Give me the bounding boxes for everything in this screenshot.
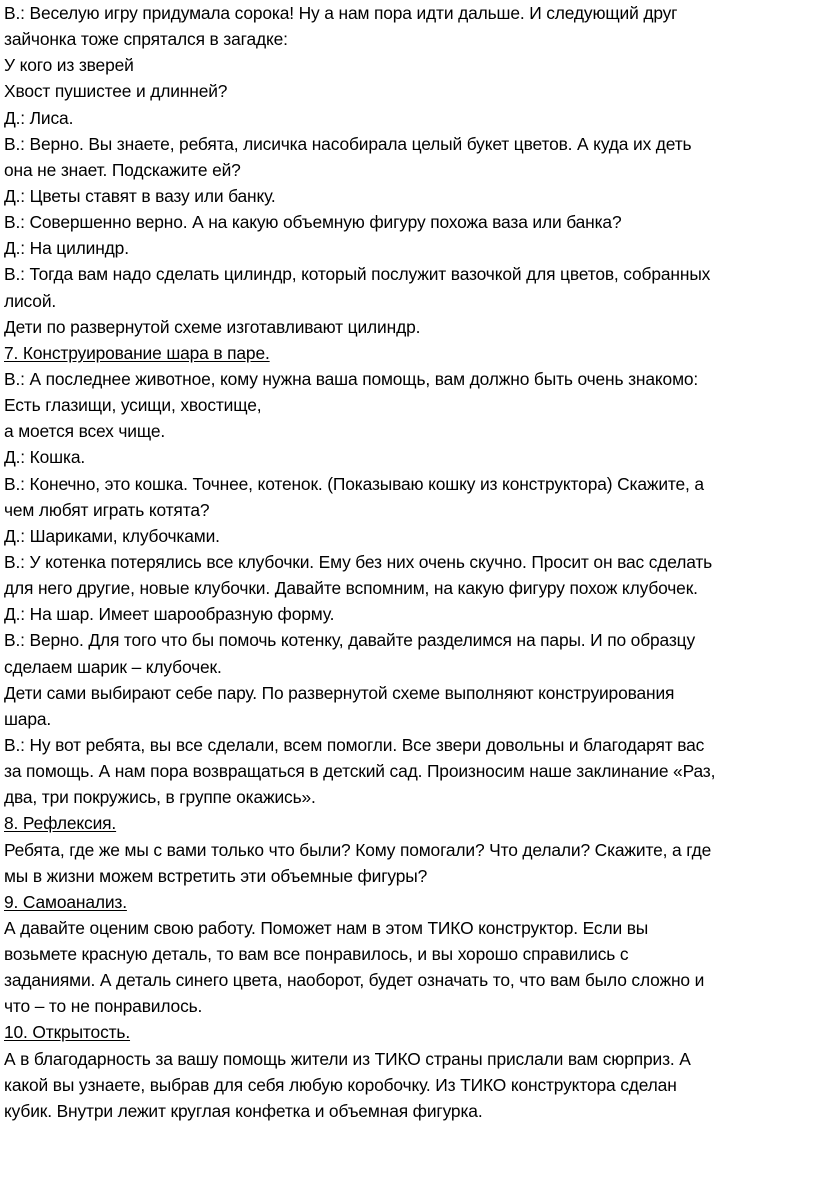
text-line: сделаем шарик – клубочек. <box>4 656 222 677</box>
text-line: Д.: Шариками, клубочками. <box>4 525 220 546</box>
text-line: а моется всех чище. <box>4 421 166 442</box>
text-line: Д.: Цветы ставят в вазу или банку. <box>4 185 276 206</box>
text-line: А давайте оценим свою работу. Поможет нам в этом ТИКО конструктор. Если вы <box>4 917 649 938</box>
text-line: возьмете красную деталь, то вам все понравилось, и вы хорошо справились с <box>4 944 629 965</box>
text-line: В.: Веселую игру придумала сорока! Ну а нам пора идти дальше. И следующий друг <box>4 3 678 23</box>
text-line: Д.: На шар. Имеет шарообразную форму. <box>4 604 335 625</box>
text-line: Есть глазищи, усищи, хвостище, <box>4 395 262 416</box>
text-line: Хвост пушистее и длинней? <box>4 81 228 102</box>
text-line: лисой. <box>4 290 57 311</box>
text-line: два, три покружись, в группе окажись». <box>4 787 316 808</box>
text-line: заданиями. А деталь синего цвета, наоборот, будет означать то, что вам было сложно и <box>4 970 705 991</box>
text-line: кубик. Внутри лежит круглая конфетка и объемная фигурка. <box>4 1100 483 1121</box>
text-line: Ребята, где же мы с вами только что были? Кому помогали? Что делали? Скажите, а где <box>4 839 712 860</box>
text-line: зайчонка тоже спрятался в загадке: <box>4 29 288 50</box>
text-line: она не знает. Подскажите ей? <box>4 159 241 180</box>
text-line: В.: У котенка потерялись все клубочки. Ему без них очень скучно. Просит он вас сделать <box>4 551 713 572</box>
text-line: что – то не понравилось. <box>4 996 203 1017</box>
text-line: Д.: Кошка. <box>4 447 86 468</box>
text-line: В.: Конечно, это кошка. Точнее, котенок. (Показываю кошку из конструктора) Скажите, а <box>4 473 704 494</box>
text-line: А в благодарность за вашу помощь жители из ТИКО страны прислали вам сюрприз. А <box>4 1048 691 1069</box>
text-line: Д.: На цилиндр. <box>4 238 129 259</box>
text-line: за помощь. А нам пора возвращаться в детский сад. Произносим наше заклинание «Раз, <box>4 761 716 782</box>
text-line: какой вы узнаете, выбрав для себя любую коробочку. Из ТИКО конструктора сделан <box>4 1074 677 1095</box>
text-line: У кого из зверей <box>4 55 134 76</box>
text-line: В.: Верно. Для того что бы помочь котенку, давайте разделимся на пары. И по образцу <box>4 630 696 651</box>
text-line: шара. <box>4 708 52 729</box>
text-line: чем любят играть котята? <box>4 499 210 520</box>
section-heading: 7. Конструирование шара в паре. <box>4 342 270 363</box>
text-line: Д.: Лиса. <box>4 107 74 128</box>
text-line: В.: Ну вот ребята, вы все сделали, всем помогли. Все звери довольны и благодарят вас <box>4 734 705 755</box>
text-line: мы в жизни можем встретить эти объемные фигуры? <box>4 865 428 886</box>
section-heading: 10. Открытость. <box>4 1022 131 1043</box>
text-line: Дети сами выбирают себе пару. По развернутой схеме выполняют конструирования <box>4 682 675 703</box>
text-line: В.: Верно. Вы знаете, ребята, лисичка насобирала целый букет цветов. А куда их деть <box>4 133 692 154</box>
text-line: для него другие, новые клубочки. Давайте вспомним, на какую фигуру похож клубочек. <box>4 578 698 599</box>
text-line: В.: Тогда вам надо сделать цилиндр, который послужит вазочкой для цветов, собранных <box>4 264 711 285</box>
section-heading: 8. Рефлексия. <box>4 813 117 834</box>
text-line: В.: Совершенно верно. А на какую объемную фигуру похожа ваза или банка? <box>4 212 622 233</box>
section-heading: 9. Самоанализ. <box>4 891 127 912</box>
text-line: В.: А последнее животное, кому нужна ваша помощь, вам должно быть очень знакомо: <box>4 368 699 389</box>
text-line: Дети по развернутой схеме изготавливают цилиндр. <box>4 316 421 337</box>
